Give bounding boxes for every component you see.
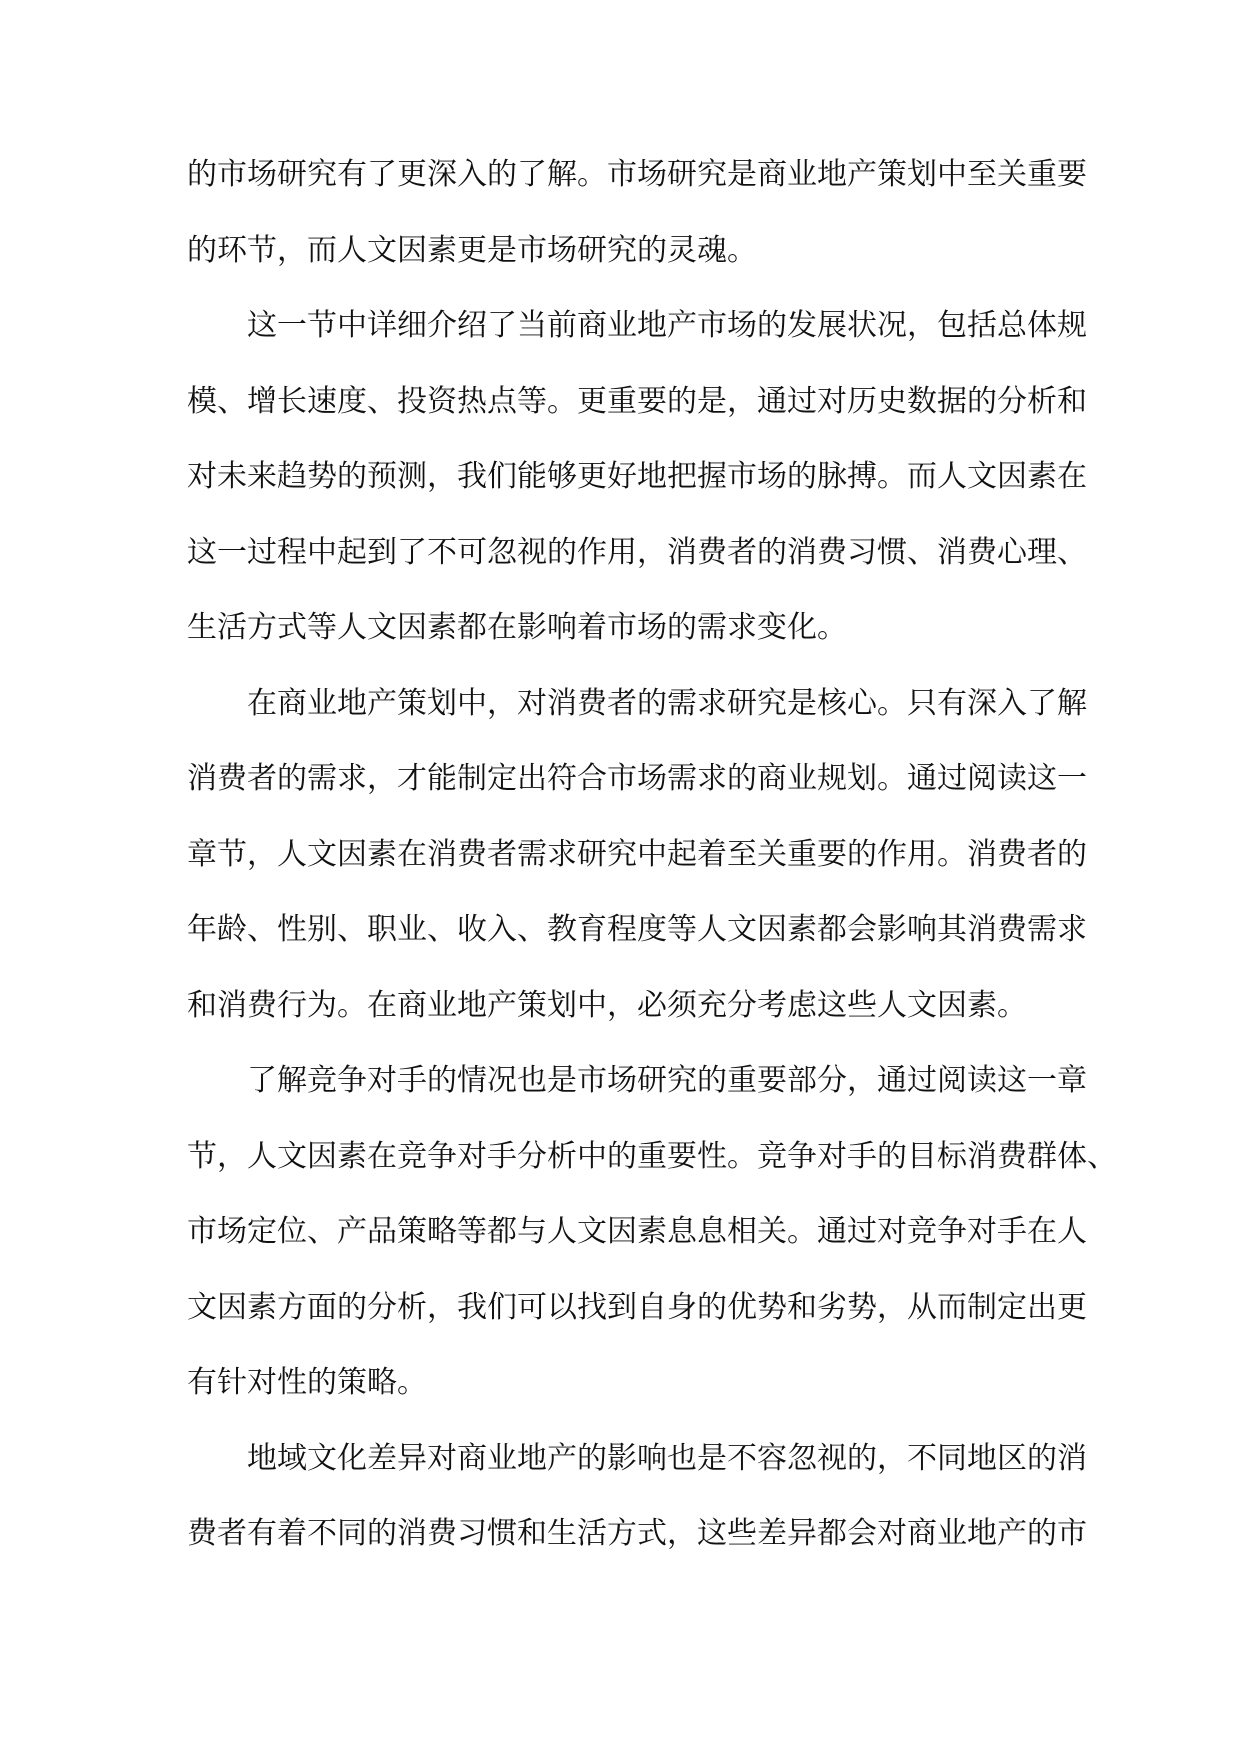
text-line: 费者有着不同的消费习惯和生活方式，这些差异都会对商业地产的市 — [187, 1516, 1087, 1551]
text-line: 的环节，而人文因素更是市场研究的灵魂。 — [187, 232, 757, 268]
text-line: 这一过程中起到了不可忽视的作用，消费者的消费习惯、消费心理、 — [187, 534, 1087, 570]
body-text — [187, 137, 1117, 1572]
text-line: 生活方式等人文因素都在影响着市场的需求变化。 — [187, 610, 847, 645]
text-line: 在商业地产策划中，对消费者的需求研究是核心。只有深入了解 — [247, 685, 1087, 721]
text-line: 文因素方面的分析，我们可以找到自身的优势和劣势，从而制定出更 — [187, 1289, 1087, 1325]
text-line: 模、增长速度、投资热点等。更重要的是，通过对历史数据的分析和 — [187, 383, 1087, 419]
text-line: 和消费行为。在商业地产策划中，必须充分考虑这些人文因素。 — [187, 987, 1027, 1023]
text-line: 节，人文因素在竞争对手分析中的重要性。竞争对手的目标消费群体、 — [187, 1138, 1117, 1174]
text-line: 这一节中详细介绍了当前商业地产市场的发展状况，包括总体规 — [247, 308, 1087, 343]
paragraph-4 — [187, 1043, 1117, 1421]
text-line: 有针对性的策略。 — [187, 1365, 427, 1400]
text-line: 年龄、性别、职业、收入、教育程度等人文因素都会影响其消费需求 — [187, 912, 1087, 947]
text-line: 市场定位、产品策略等都与人文因素息息相关。通过对竞争对手在人 — [187, 1214, 1087, 1249]
paragraph-5 — [187, 1421, 1087, 1572]
text-line: 对未来趋势的预测，我们能够更好地把握市场的脉搏。而人文因素在 — [187, 459, 1087, 494]
paragraph-3 — [187, 666, 1087, 1044]
paragraph-1 — [187, 137, 1087, 288]
text-line: 章节，人文因素在消费者需求研究中起着至关重要的作用。消费者的 — [187, 836, 1087, 872]
text-line: 地域文化差异对商业地产的影响也是不容忽视的，不同地区的消 — [247, 1440, 1087, 1476]
text-line: 的市场研究有了更深入的了解。市场研究是商业地产策划中至关重要 — [187, 157, 1087, 192]
text-line: 消费者的需求，才能制定出符合市场需求的商业规划。通过阅读这一 — [187, 761, 1087, 796]
text-line: 了解竞争对手的情况也是市场研究的重要部分，通过阅读这一章 — [247, 1063, 1087, 1098]
paragraph-2 — [187, 288, 1087, 666]
